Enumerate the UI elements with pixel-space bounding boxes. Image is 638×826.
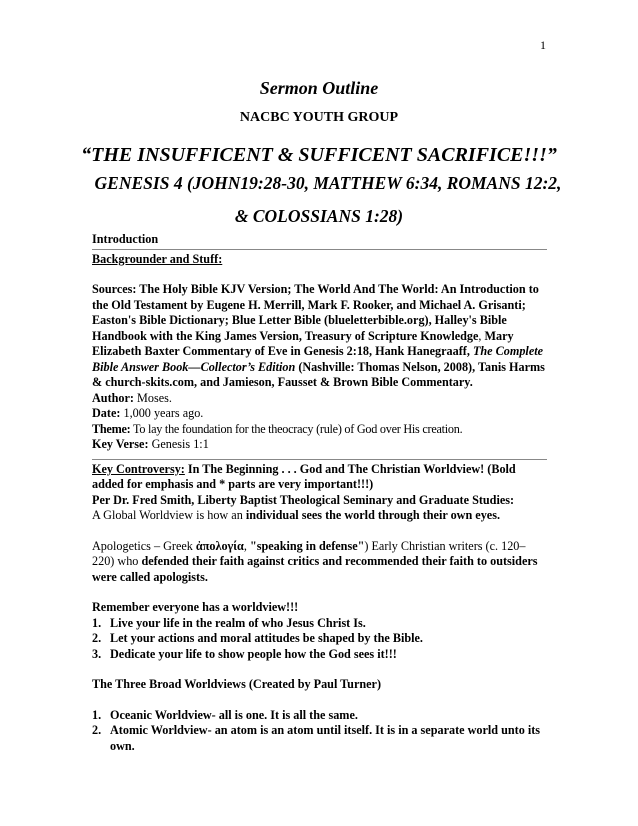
apologetics-comma: , <box>243 538 250 553</box>
scripture-references-line-1: GENESIS 4 (JOHN19:28-30, MATTHEW 6:34, ROMANS 12:2, <box>94 173 562 193</box>
worldview-definition <box>92 508 547 524</box>
list-item: 1. Live your life in the realm of who Jesus Christ Is. <box>92 615 366 630</box>
apologetics-paragraph <box>92 539 547 586</box>
definition-plain: A Global Worldview is how an <box>92 508 246 522</box>
controversy-paragraph <box>92 462 547 493</box>
key-verse-value: Genesis 1:1 <box>148 437 209 451</box>
scripture-references-line-2: & COLOSSIANS 1:28) <box>234 206 404 226</box>
document-title: Sermon Outline <box>259 78 379 98</box>
date-label: Date: <box>92 406 121 420</box>
date-value: 1,000 years ago. <box>120 406 204 420</box>
greek-meaning: "speaking in defense" <box>249 538 365 553</box>
remember-heading: Remember everyone has a worldview!!! <box>92 600 299 614</box>
list-item: 3. Dedicate your life to show people how the God sees it!!! <box>92 646 397 661</box>
introduction-heading: Introduction <box>92 232 159 246</box>
divider <box>92 249 547 250</box>
organization-name: NACBC YOUTH GROUP <box>239 110 399 125</box>
remember-list <box>92 616 547 663</box>
worldviews-list <box>92 708 547 755</box>
theme-label: Theme: <box>92 421 131 436</box>
divider <box>92 459 547 460</box>
controversy-source: Per Dr. Fred Smith, Liberty Baptist Theological Seminary and Graduate Studies: <box>92 492 515 507</box>
list-item: 2. Let your actions and moral attitudes be shaped by the Bible. <box>92 631 423 645</box>
list-item: 1. Oceanic Worldview- all is one. It is all the same. <box>92 707 358 722</box>
sources-part-3: (Nashville: Thomas Nelson, 2008), Tanis Harms & church-skits.com, and Jamieson, Fausset & Brown Bible Commentary. <box>92 359 545 389</box>
apologetics-middle: ) Early Christian writers (c. 120–220) who <box>92 538 526 568</box>
backgrounder-heading: Backgrounder and Stuff: <box>92 251 223 266</box>
apologetics-bold: defended their faith against critics and recommended their faith to outsiders were called apologists. <box>92 554 538 584</box>
date-line <box>92 406 547 422</box>
author-label: Author: <box>92 390 134 405</box>
sources-comma: , <box>478 328 485 343</box>
key-verse-line <box>92 437 547 453</box>
theme-value: To lay the foundation for the theocracy (rule) of God over His creation. <box>130 421 463 436</box>
document-body <box>92 232 547 754</box>
greek-word: ἀπολογία <box>195 538 244 553</box>
controversy-label: Key Controversy: <box>92 461 185 476</box>
worldviews-heading: The Three Broad Worldviews (Created by Paul Turner) <box>92 677 382 691</box>
definition-bold: individual sees the world through their own eyes. <box>245 508 501 522</box>
sources-part-2: Mary Elizabeth Baxter Commentary of Eve in Genesis 2:18, Hank Hanegraaff, <box>92 328 514 358</box>
sermon-headline: “THE INSUFFICENT & SUFFICENT SACRIFICE!!!” <box>81 144 557 166</box>
sources-part-1: Sources: The Holy Bible KJV Version; The World And The World: An Introduction to the Old Testament by Eugene H. Merrill, Mark F. Rooker, and Michael A. Grisanti; Easton's Bible Dictionary; Blue Letter Bible (blueletterbible.org), Halley's Bible Handbook with the King James Version, Treasury of Scripture Knowledge <box>92 282 539 343</box>
sources-paragraph <box>92 282 547 391</box>
controversy-text: In The Beginning . . . God and The Christian Worldview! (Bold added for emphasis and * parts are very important!!!) <box>92 461 516 491</box>
theme-line <box>92 422 547 438</box>
list-item: 2. Atomic Worldview- an atom is an atom until itself. It is in a separate world unto its own. <box>92 723 541 753</box>
author-line <box>92 391 547 407</box>
apologetics-intro: Apologetics – Greek <box>92 538 196 553</box>
key-verse-label: Key Verse: <box>92 437 149 451</box>
sources-book-title: The Complete Bible Answer Book—Collector’s Edition <box>92 344 544 374</box>
author-value: Moses. <box>133 390 172 405</box>
page-number: 1 <box>540 38 546 52</box>
